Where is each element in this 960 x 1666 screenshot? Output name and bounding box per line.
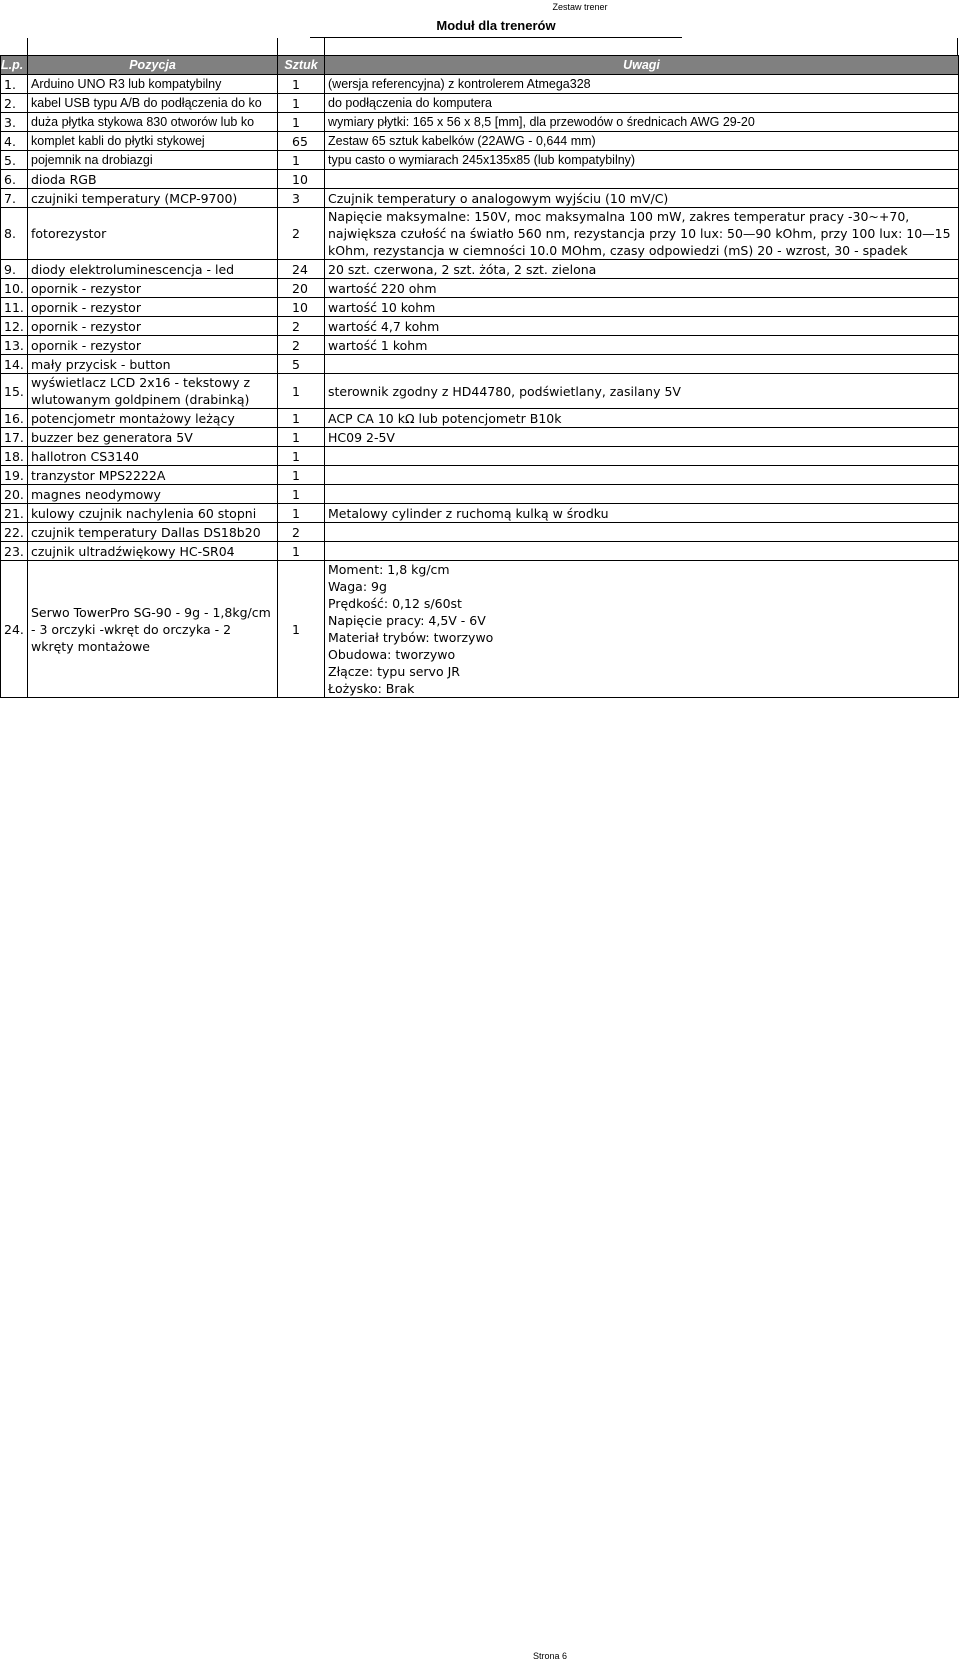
page-title: Moduł dla trenerów [436, 18, 556, 33]
cell-position: czujnik ultradźwiękowy HC-SR04 [28, 542, 278, 561]
cell-lp: 19. [1, 466, 28, 485]
cell-qty: 10 [278, 170, 325, 189]
cell-qty: 65 [278, 132, 325, 151]
table-row [1, 466, 959, 485]
cell-position: czujniki temperatury (MCP-9700) [28, 189, 278, 208]
cell-qty: 20 [278, 279, 325, 298]
table-row [1, 504, 959, 523]
cell-qty: 3 [278, 189, 325, 208]
cell-qty: 1 [278, 428, 325, 447]
note-line: Waga: 9g [328, 579, 387, 594]
table-row [1, 447, 959, 466]
table-row [1, 542, 959, 561]
cell-notes: typu casto o wymiarach 245x135x85 (lub kompatybilny) [325, 151, 959, 170]
cell-position: hallotron CS3140 [28, 447, 278, 466]
cell-notes: do podłączenia do komputera [325, 94, 959, 113]
cell-notes [325, 447, 959, 466]
items-table [0, 55, 959, 698]
column-header-notes: Uwagi [325, 56, 959, 75]
column-header-qty: Sztuk [278, 56, 325, 75]
note-line: Materiał trybów: tworzywo [328, 630, 494, 645]
cell-position: buzzer bez generatora 5V [28, 428, 278, 447]
cell-position: Serwo TowerPro SG-90 - 9g - 1,8kg/cm - 3 orczyki -wkręt do orczyka - 2 wkręty montażowe [28, 561, 278, 698]
top-cell-border [277, 38, 278, 55]
note-line: Moment: 1,8 kg/cm [328, 562, 450, 577]
cell-qty: 24 [278, 260, 325, 279]
cell-notes [325, 542, 959, 561]
cell-lp: 5. [1, 151, 28, 170]
cell-qty: 1 [278, 374, 325, 409]
table-row [1, 336, 959, 355]
table-row [1, 523, 959, 542]
cell-qty: 1 [278, 485, 325, 504]
cell-notes [325, 355, 959, 374]
table-row [1, 298, 959, 317]
table-row [1, 75, 959, 94]
cell-qty: 1 [278, 466, 325, 485]
cell-position: Arduino UNO R3 lub kompatybilny [28, 75, 278, 94]
cell-position: tranzystor MPS2222A [28, 466, 278, 485]
cell-lp: 22. [1, 523, 28, 542]
top-cell-border [957, 38, 958, 55]
cell-notes: wymiary płytki: 165 x 56 x 8,5 [mm], dla przewodów o średnicach AWG 29-20 [325, 113, 959, 132]
note-line: Prędkość: 0,12 s/60st [328, 596, 462, 611]
cell-notes: wartość 10 kohm [325, 298, 959, 317]
cell-qty: 1 [278, 94, 325, 113]
cell-notes: Czujnik temperatury o analogowym wyjściu (10 mV/C) [325, 189, 959, 208]
cell-position: kulowy czujnik nachylenia 60 stopni [28, 504, 278, 523]
cell-qty: 5 [278, 355, 325, 374]
cell-position: wyświetlacz LCD 2x16 - tekstowy z wlutowanym goldpinem (drabinką) [28, 374, 278, 409]
cell-lp: 2. [1, 94, 28, 113]
table-row [1, 170, 959, 189]
cell-position: opornik - rezystor [28, 279, 278, 298]
cell-notes: Zestaw 65 sztuk kabelków (22AWG - 0,644 mm) [325, 132, 959, 151]
cell-qty: 10 [278, 298, 325, 317]
table-row [1, 151, 959, 170]
cell-lp: 1. [1, 75, 28, 94]
cell-lp: 10. [1, 279, 28, 298]
cell-lp: 16. [1, 409, 28, 428]
cell-lp: 9. [1, 260, 28, 279]
cell-qty: 1 [278, 504, 325, 523]
cell-lp: 17. [1, 428, 28, 447]
cell-position: mały przycisk - button [28, 355, 278, 374]
cell-position: fotorezystor [28, 208, 278, 260]
cell-notes [325, 561, 959, 698]
title-divider [310, 37, 682, 38]
table-row [1, 260, 959, 279]
table-row [1, 113, 959, 132]
table-row [1, 189, 959, 208]
table-row [1, 94, 959, 113]
note-line: Łożysko: Brak [328, 681, 415, 696]
cell-lp: 21. [1, 504, 28, 523]
cell-position: magnes neodymowy [28, 485, 278, 504]
cell-lp: 3. [1, 113, 28, 132]
cell-notes: wartość 220 ohm [325, 279, 959, 298]
cell-qty: 1 [278, 75, 325, 94]
cell-lp: 12. [1, 317, 28, 336]
cell-notes [325, 170, 959, 189]
cell-lp: 7. [1, 189, 28, 208]
cell-qty: 1 [278, 542, 325, 561]
note-line: Napięcie pracy: 4,5V - 6V [328, 613, 486, 628]
table-header-row [1, 56, 959, 75]
cell-qty: 1 [278, 409, 325, 428]
cell-position: dioda RGB [28, 170, 278, 189]
page-number: Strona 6 [532, 1651, 568, 1661]
top-cell-border [0, 38, 28, 56]
table-row [1, 374, 959, 409]
cell-notes: wartość 4,7 kohm [325, 317, 959, 336]
cell-notes: ACP CA 10 kΩ lub potencjometr B10k [325, 409, 959, 428]
cell-lp: 6. [1, 170, 28, 189]
cell-lp: 23. [1, 542, 28, 561]
cell-qty: 1 [278, 561, 325, 698]
note-line: Obudowa: tworzywo [328, 647, 456, 662]
table-row [1, 317, 959, 336]
cell-notes: HC09 2-5V [325, 428, 959, 447]
cell-notes [325, 523, 959, 542]
cell-notes: Napięcie maksymalne: 150V, moc maksymalna 100 mW, zakres temperatur pracy -30~+70, największa czułość na światło 560 nm, rezystancja przy 10 lux: 50—90 kOhm, przy 100 lux: 10—15 kOhm, rezystancja w ciemności 10.0 MOhm, czasy odpowiedzi (mS) 20 - wzrost, 30 - spadek [325, 208, 959, 260]
cell-position: potencjometr montażowy leżący [28, 409, 278, 428]
cell-notes [325, 466, 959, 485]
cell-qty: 1 [278, 151, 325, 170]
cell-notes: 20 szt. czerwona, 2 szt. żóta, 2 szt. zielona [325, 260, 959, 279]
cell-qty: 2 [278, 208, 325, 260]
cell-qty: 2 [278, 336, 325, 355]
cell-notes [325, 485, 959, 504]
cell-notes: (wersja referencyjna) z kontrolerem Atmega328 [325, 75, 959, 94]
table-row [1, 485, 959, 504]
cell-lp: 24. [1, 561, 28, 698]
cell-qty: 2 [278, 523, 325, 542]
table-row [1, 132, 959, 151]
cell-qty: 1 [278, 447, 325, 466]
cell-lp: 4. [1, 132, 28, 151]
cell-lp: 15. [1, 374, 28, 409]
table-row [1, 409, 959, 428]
column-header-position: Pozycja [28, 56, 278, 75]
cell-qty: 2 [278, 317, 325, 336]
table-row [1, 208, 959, 260]
cell-lp: 13. [1, 336, 28, 355]
cell-notes: sterownik zgodny z HD44780, podświetlany, zasilany 5V [325, 374, 959, 409]
table-row [1, 279, 959, 298]
note-line: Złącze: typu servo JR [328, 664, 460, 679]
top-cell-border [324, 38, 325, 55]
cell-position: pojemnik na drobiazgi [28, 151, 278, 170]
sheet-header-label: Zestaw trener [552, 2, 608, 12]
cell-position: opornik - rezystor [28, 298, 278, 317]
cell-position: kabel USB typu A/B do podłączenia do ko [28, 94, 278, 113]
cell-lp: 14. [1, 355, 28, 374]
cell-lp: 8. [1, 208, 28, 260]
table-row [1, 561, 959, 698]
cell-notes: Metalowy cylinder z ruchomą kulką w środku [325, 504, 959, 523]
cell-position: diody elektroluminescencja - led [28, 260, 278, 279]
cell-position: czujnik temperatury Dallas DS18b20 [28, 523, 278, 542]
cell-position: komplet kabli do płytki stykowej [28, 132, 278, 151]
table-row [1, 428, 959, 447]
cell-position: duża płytka stykowa 830 otworów lub ko [28, 113, 278, 132]
cell-lp: 11. [1, 298, 28, 317]
column-header-lp: L.p. [1, 56, 28, 75]
cell-position: opornik - rezystor [28, 317, 278, 336]
cell-lp: 20. [1, 485, 28, 504]
cell-position: opornik - rezystor [28, 336, 278, 355]
cell-qty: 1 [278, 113, 325, 132]
cell-notes: wartość 1 kohm [325, 336, 959, 355]
table-row [1, 355, 959, 374]
cell-lp: 18. [1, 447, 28, 466]
